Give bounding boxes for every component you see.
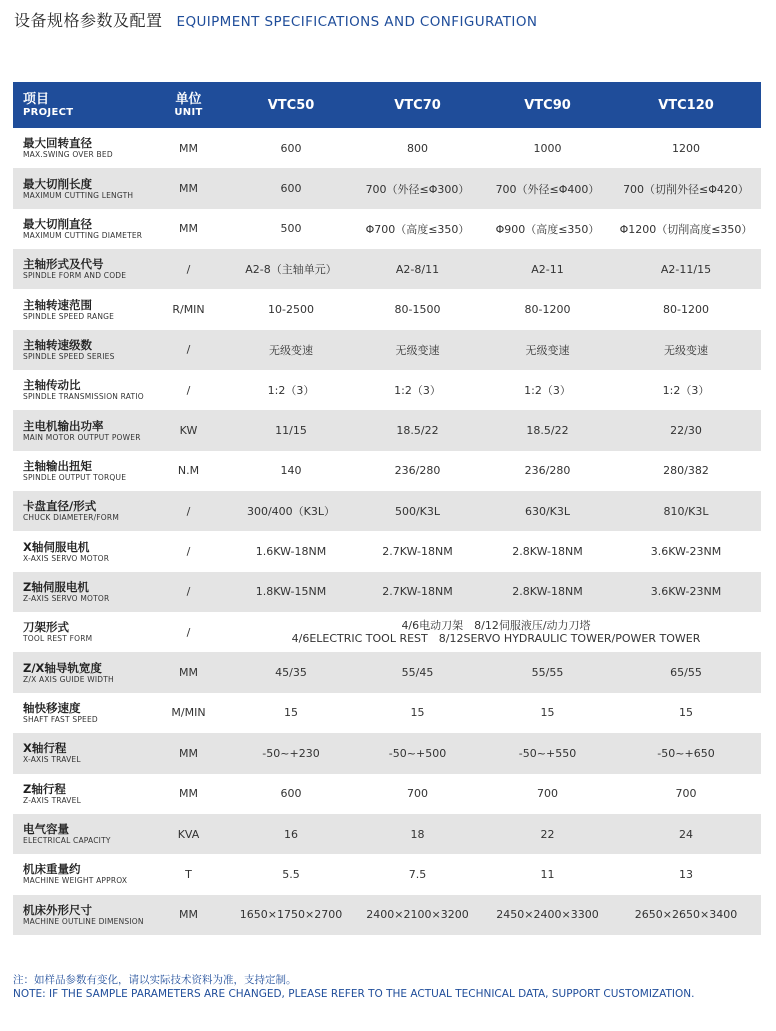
row-span-value [231, 612, 761, 652]
row-value: 2450×2400×3300 [496, 908, 599, 922]
row-project [13, 895, 146, 935]
row-value: Φ700（高度≤350） [365, 222, 470, 236]
row-value: 16 [284, 827, 298, 841]
row-value: 11 [540, 867, 555, 881]
row-project-cn: Z轴行程 [23, 781, 66, 796]
row-unit: / [186, 504, 191, 518]
row-value: 1000 [533, 141, 562, 155]
row-project-en: ELECTRICAL CAPACITY [23, 836, 111, 846]
row-project-en: Z-AXIS TRAVEL [23, 795, 81, 805]
row-project-en: SPINDLE OUTPUT TORQUE [23, 472, 127, 482]
row-unit: / [186, 262, 191, 276]
page-title-cn: 设备规格参数及配置 [14, 11, 163, 30]
table-row [13, 693, 761, 733]
row-value: 无级变速 [269, 343, 313, 357]
row-project [13, 168, 146, 208]
row-value: 18.5/22 [526, 424, 569, 438]
row-project [13, 209, 146, 249]
table-row [13, 128, 761, 168]
table-row [13, 410, 761, 450]
row-project-en: Z/X AXIS GUIDE WIDTH [23, 674, 114, 684]
row-unit: / [186, 383, 191, 397]
row-value: 1200 [672, 141, 700, 155]
row-project-en: SPINDLE SPEED RANGE [23, 311, 115, 321]
row-value: 11/15 [275, 424, 307, 438]
table-row [13, 774, 761, 814]
row-value: 700（外径≤Φ400） [495, 182, 600, 196]
table-row [13, 854, 761, 894]
table-body [13, 128, 761, 935]
table-row [13, 209, 761, 249]
row-value: 无级变速 [525, 343, 570, 357]
row-project-en: SPINDLE FORM AND CODE [23, 271, 127, 281]
table-row [13, 168, 761, 208]
row-project-en: X-AXIS TRAVEL [23, 755, 81, 765]
row-value: 80-1500 [394, 303, 441, 317]
table-row [13, 612, 761, 652]
row-value: 1:2（3） [524, 384, 571, 398]
row-value: 280/382 [663, 464, 709, 478]
row-unit: MM [179, 222, 198, 236]
row-value: 13 [679, 867, 693, 881]
row-project-en: TOOL REST FORM [23, 634, 93, 644]
row-value: 800 [407, 141, 428, 155]
row-value: A2-11/15 [660, 262, 712, 276]
spec-table [13, 82, 761, 935]
row-project-en: MAIN MOTOR OUTPUT POWER [23, 432, 141, 442]
row-value: 140 [280, 464, 302, 478]
table-row [13, 814, 761, 854]
row-value: 80-1200 [663, 303, 709, 317]
row-project [13, 249, 146, 289]
row-value: Φ900（高度≤350） [495, 222, 600, 236]
span-value-cn: 4/6电动刀架 8/12伺服液压/动力刀塔 [401, 619, 591, 633]
row-value: A2-8/11 [395, 262, 440, 276]
table-row [13, 451, 761, 491]
row-project-en: MAXIMUM CUTTING LENGTH [23, 190, 134, 200]
row-project [13, 289, 146, 329]
table-header [13, 82, 761, 128]
header-model: VTC90 [524, 97, 571, 113]
footnote [13, 973, 694, 1001]
row-value: 700 [675, 787, 697, 801]
row-value: -50~+230 [262, 746, 320, 760]
table-row [13, 572, 761, 612]
row-project-en: MACHINE OUTLINE DIMENSION [23, 916, 144, 926]
row-value: 500 [280, 222, 302, 236]
row-value: 15 [284, 706, 298, 720]
span-value-en: 4/6ELECTRIC TOOL REST 8/12SERVO HYDRAULIC TOWER/POWER TOWER [291, 632, 701, 646]
header-unit: 单位 UNIT [174, 91, 203, 118]
row-project [13, 531, 146, 571]
row-value: 2400×2100×3200 [366, 908, 469, 922]
table-row [13, 370, 761, 410]
header-model: VTC120 [658, 97, 714, 113]
row-value: 22/30 [670, 424, 702, 438]
row-value: 65/55 [670, 666, 702, 680]
row-project [13, 652, 146, 692]
table-row [13, 289, 761, 329]
row-project-en: SHAFT FAST SPEED [23, 714, 98, 724]
row-project-en: CHUCK DIAMETER/FORM [23, 513, 119, 523]
header-project: 项目 PROJECT [23, 91, 74, 118]
row-project-en: Z-AXIS SERVO MOTOR [23, 593, 110, 603]
row-project-cn: 主轴转速范围 [23, 297, 92, 312]
row-value: 500/K3L [394, 504, 441, 518]
row-value: 1.8KW-15NM [255, 585, 327, 599]
table-row [13, 491, 761, 531]
row-project-en: SPINDLE SPEED SERIES [23, 351, 115, 361]
row-project-en: MAXIMUM CUTTING DIAMETER [23, 230, 143, 240]
row-project-cn: 卡盘直径/形式 [23, 499, 97, 514]
row-value: 630/K3L [524, 504, 571, 518]
row-project-cn: Z/X轴导轨宽度 [23, 660, 102, 675]
row-value: 7.5 [408, 867, 427, 881]
row-value: 700 [407, 787, 428, 801]
row-project-en: MACHINE WEIGHT APPROX [23, 876, 128, 886]
row-value: 810/K3L [663, 504, 709, 518]
row-project-cn: 最大切削长度 [23, 176, 92, 191]
row-value: 24 [679, 827, 693, 841]
row-project-cn: 机床重量约 [23, 862, 81, 877]
row-project-cn: 机床外形尺寸 [23, 902, 92, 917]
row-unit: MM [179, 908, 198, 922]
row-unit: M/MIN [171, 706, 206, 720]
row-unit: MM [179, 141, 198, 155]
row-project-cn: 主轴转速级数 [23, 337, 92, 352]
row-value: 55/45 [401, 666, 434, 680]
row-project-cn: 刀架形式 [23, 620, 69, 635]
row-project-cn: 最大切削直径 [23, 216, 92, 231]
table-row [13, 249, 761, 289]
row-project [13, 451, 146, 491]
row-value: 300/400（K3L） [246, 505, 336, 519]
row-value: 1650×1750×2700 [239, 908, 343, 922]
row-project-cn: 主轴形式及代号 [23, 257, 104, 272]
table-row [13, 330, 761, 370]
row-project [13, 491, 146, 531]
row-value: 3.6KW-23NM [650, 545, 722, 559]
row-project [13, 854, 146, 894]
row-unit: MM [179, 666, 198, 680]
row-value: 18 [410, 827, 425, 841]
row-value: 700 [537, 787, 558, 801]
row-value: 2.8KW-18NM [512, 545, 583, 559]
row-project [13, 410, 146, 450]
row-value: 600 [280, 141, 302, 155]
row-value: 1:2（3） [394, 384, 441, 398]
row-unit: / [186, 625, 191, 639]
footnote-en: NOTE: IF THE SAMPLE PARAMETERS ARE CHANGED, PLEASE REFER TO THE ACTUAL TECHNICAL DATA, SUPPORT CUSTOMIZATION. [13, 988, 695, 1000]
row-value: 1:2（3） [267, 384, 315, 398]
row-value: -50~+500 [388, 746, 447, 760]
row-project-cn: X轴伺服电机 [23, 539, 90, 554]
header-model: VTC70 [394, 97, 441, 113]
row-unit: T [185, 867, 192, 881]
table-row [13, 531, 761, 571]
row-project-cn: 主轴输出扭矩 [23, 458, 92, 473]
row-value: 5.5 [282, 867, 300, 881]
footnote-cn: 注：如样品参数有变化，请以实际技术资料为准，支持定制。 [13, 974, 297, 986]
row-project-cn: Z轴伺服电机 [23, 579, 89, 594]
row-project [13, 370, 146, 410]
row-project-en: SPINDLE TRANSMISSION RATIO [23, 392, 144, 402]
row-unit: N.M [177, 464, 200, 478]
table-row [13, 652, 761, 692]
row-project [13, 330, 146, 370]
row-project [13, 572, 146, 612]
row-project [13, 814, 146, 854]
row-value: 15 [679, 706, 693, 720]
row-unit: MM [179, 182, 198, 196]
row-unit: MM [179, 787, 198, 801]
row-value: 1:2（3） [662, 384, 710, 398]
row-project-cn: 电气容量 [23, 822, 69, 837]
table-row [13, 733, 761, 773]
row-value: 1.6KW-18NM [255, 545, 327, 559]
row-unit: / [186, 343, 191, 357]
row-unit: KW [179, 424, 198, 438]
row-value: 15 [410, 706, 425, 720]
row-value: 18.5/22 [396, 424, 439, 438]
row-value: 3.6KW-23NM [650, 585, 722, 599]
row-value: A2-11 [531, 262, 564, 276]
row-unit: KVA [177, 827, 200, 841]
row-unit: / [186, 545, 191, 559]
row-project [13, 128, 146, 168]
page-title [14, 8, 537, 30]
row-value: Φ1200（切削高度≤350） [619, 222, 753, 236]
row-unit: MM [179, 746, 198, 760]
row-value: 80-1200 [524, 303, 571, 317]
row-value: 700（外径≤Φ300） [365, 182, 470, 196]
row-value: A2-8（主轴单元） [245, 263, 337, 277]
row-value: 22 [540, 827, 555, 841]
row-project-en: MAX.SWING OVER BED [23, 150, 113, 160]
row-value: 15 [540, 706, 555, 720]
row-unit: / [186, 585, 191, 599]
row-value: 236/280 [524, 464, 571, 478]
row-value: -50~+550 [518, 746, 577, 760]
page-title-en: EQUIPMENT SPECIFICATIONS AND CONFIGURATION [176, 14, 538, 30]
row-value: 无级变速 [664, 343, 708, 357]
row-value: 无级变速 [395, 343, 440, 357]
row-value: 600 [280, 182, 302, 196]
table-row [13, 895, 761, 935]
row-project [13, 774, 146, 814]
row-value: -50~+650 [657, 746, 715, 760]
row-value: 2.7KW-18NM [382, 585, 453, 599]
row-project-cn: X轴行程 [23, 741, 67, 756]
row-project [13, 733, 146, 773]
row-unit: R/MIN [172, 303, 205, 317]
row-value: 10-2500 [268, 303, 314, 317]
row-value: 45/35 [275, 666, 307, 680]
row-value: 600 [280, 787, 302, 801]
row-value: 2.8KW-18NM [512, 585, 583, 599]
row-project [13, 612, 146, 652]
row-value: 236/280 [394, 464, 441, 478]
row-value: 700（切削外径≤Φ420） [623, 182, 749, 196]
row-value: 2650×2650×3400 [634, 908, 738, 922]
row-value: 55/55 [531, 666, 564, 680]
row-project-cn: 主电机输出功率 [23, 418, 104, 433]
row-project [13, 693, 146, 733]
row-project-cn: 轴快移速度 [23, 700, 81, 715]
row-project-cn: 主轴传动比 [23, 378, 81, 393]
header-model: VTC50 [267, 97, 315, 113]
row-project-cn: 最大回转直径 [23, 136, 92, 151]
row-value: 2.7KW-18NM [382, 545, 453, 559]
row-project-en: X-AXIS SERVO MOTOR [23, 553, 110, 563]
